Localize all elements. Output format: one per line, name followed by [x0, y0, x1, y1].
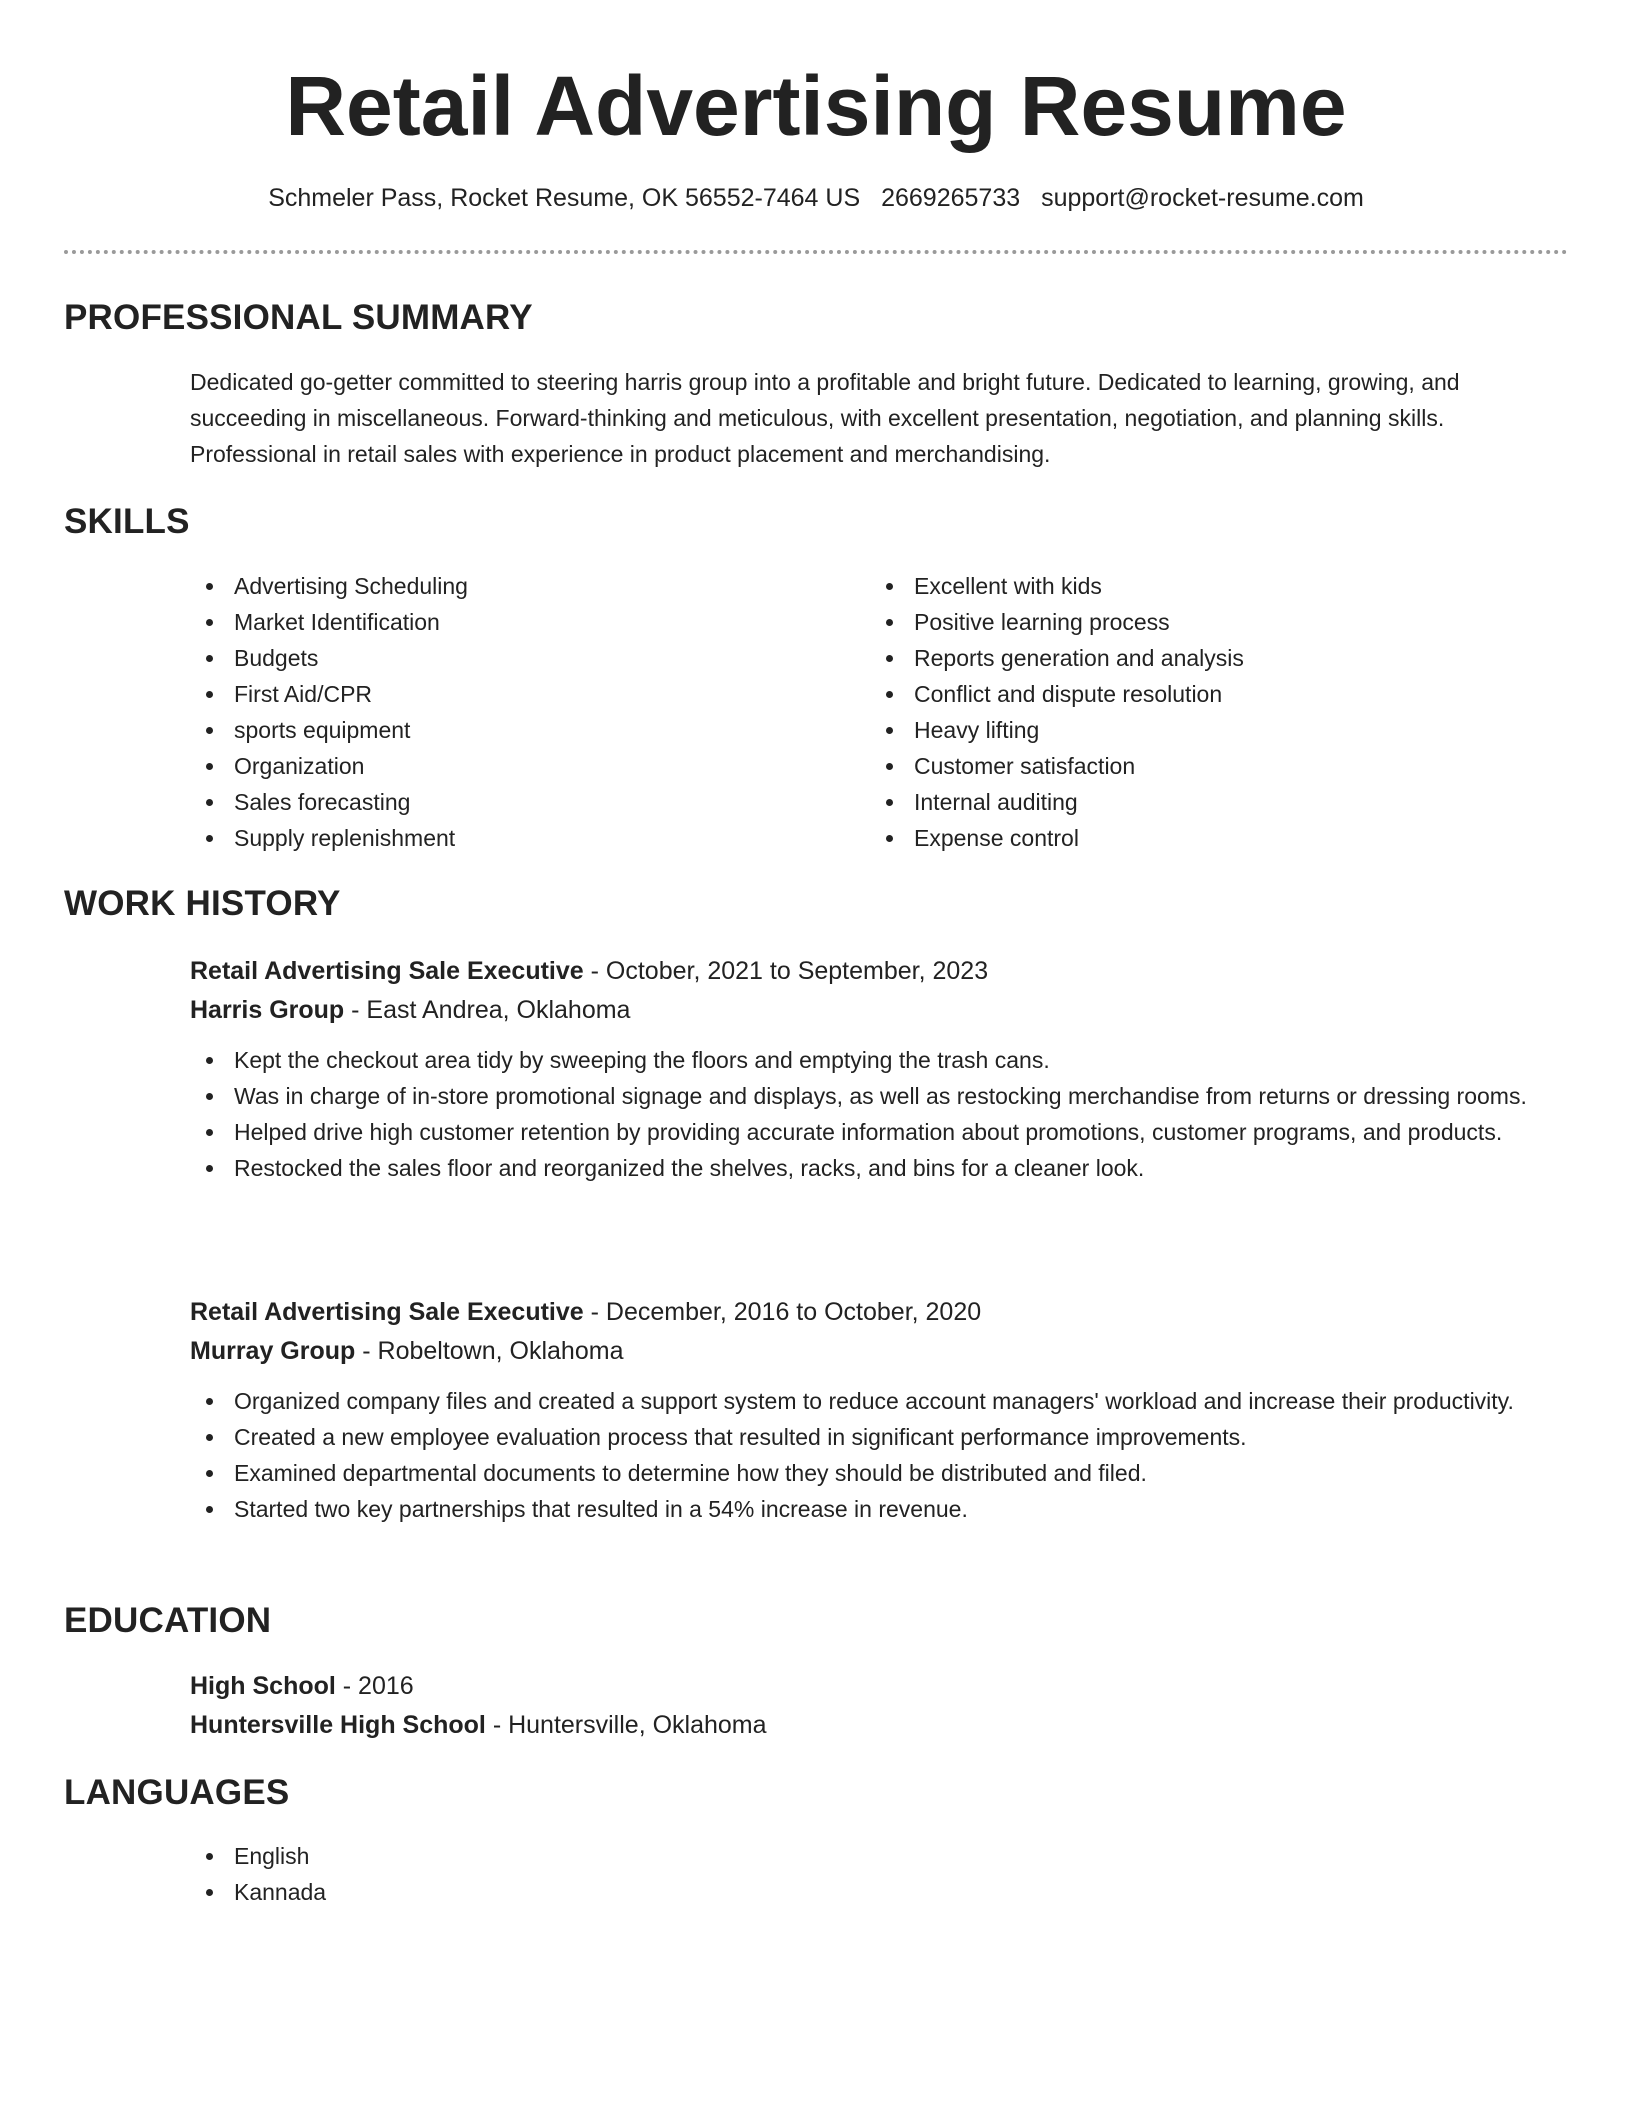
contact-email: support@rocket-resume.com [1041, 184, 1364, 212]
job-company-line [190, 1332, 1570, 1371]
job-dates: - December, 2016 to October, 2020 [583, 1298, 982, 1326]
education-degree-line [190, 1667, 1570, 1706]
skill-item: Excellent with kids [870, 568, 1530, 604]
job-bullet: Started two key partnerships that resulted in a 54% increase in revenue. [190, 1491, 1570, 1527]
language-item: Kannada [190, 1874, 850, 1910]
skill-item: Organization [190, 748, 850, 784]
language-item: English [190, 1838, 850, 1874]
skill-item: Reports generation and analysis [870, 640, 1530, 676]
education-entry [190, 1667, 1570, 1745]
job-title: Retail Advertising Sale Executive [190, 957, 584, 985]
job-bullet: Restocked the sales floor and reorganized the shelves, racks, and bins for a cleaner look. [190, 1150, 1570, 1186]
languages-list [190, 1838, 850, 1910]
job-entry [190, 952, 1570, 1186]
skill-item: First Aid/CPR [190, 676, 850, 712]
skills-left-column [190, 568, 850, 856]
skill-item: Customer satisfaction [870, 748, 1530, 784]
job-bullets [190, 1042, 1570, 1186]
summary-text: Dedicated go-getter committed to steering harris group into a profitable and bright future. Dedicated to learning, growing, and succeeding in miscellaneous. Forward-thinking and meticulous, with excellent presentation, negotiation, and planning skills. Professional in retail sales with experience in product placement and merchandising. [190, 369, 1460, 467]
education-location: - Huntersville, Oklahoma [485, 1711, 767, 1739]
job-company: Murray Group [190, 1337, 356, 1365]
skill-item: Budgets [190, 640, 850, 676]
job-bullet: Helped drive high customer retention by providing accurate information about promotions, customer programs, and products. [190, 1114, 1570, 1150]
education-year: - 2016 [335, 1672, 414, 1700]
languages-column [190, 1838, 850, 1910]
job-location: - East Andrea, Oklahoma [344, 996, 631, 1024]
header-divider [64, 250, 1568, 254]
job-title-line [190, 952, 1570, 991]
skill-item: sports equipment [190, 712, 850, 748]
skill-item: Expense control [870, 820, 1530, 856]
job-bullet: Organized company files and created a support system to reduce account managers' workload and increase their productivity. [190, 1383, 1570, 1419]
education-heading: EDUCATION [64, 1601, 272, 1640]
education-school-line [190, 1706, 1570, 1745]
job-bullet: Kept the checkout area tidy by sweeping the floors and emptying the trash cans. [190, 1042, 1570, 1078]
skills-right-column [870, 568, 1530, 856]
skill-item: Supply replenishment [190, 820, 850, 856]
education-degree: High School [190, 1672, 336, 1700]
contact-phone: 2669265733 [881, 184, 1021, 212]
job-bullet: Created a new employee evaluation process that resulted in significant performance improvements. [190, 1419, 1570, 1455]
education-school: Huntersville High School [190, 1711, 486, 1739]
job-location: - Robeltown, Oklahoma [355, 1337, 624, 1365]
job-bullets [190, 1383, 1570, 1527]
summary-heading: PROFESSIONAL SUMMARY [64, 298, 533, 337]
skills-heading: SKILLS [64, 502, 190, 541]
skill-item: Conflict and dispute resolution [870, 676, 1530, 712]
skill-item: Heavy lifting [870, 712, 1530, 748]
contact-address: Schmeler Pass, Rocket Resume, OK 56552-7464 US [268, 184, 861, 212]
job-company-line [190, 991, 1570, 1030]
job-bullet: Examined departmental documents to determine how they should be distributed and filed. [190, 1455, 1570, 1491]
job-title: Retail Advertising Sale Executive [190, 1298, 584, 1326]
languages-heading: LANGUAGES [64, 1773, 290, 1812]
job-dates: - October, 2021 to September, 2023 [583, 957, 989, 985]
skill-item: Market Identification [190, 604, 850, 640]
work-heading: WORK HISTORY [64, 884, 341, 923]
job-entry [190, 1293, 1570, 1527]
resume-title: Retail Advertising Resume [285, 59, 1347, 153]
skills-left-list [190, 568, 850, 856]
job-bullet: Was in charge of in-store promotional signage and displays, as well as restocking merchandise from returns or dressing rooms. [190, 1078, 1570, 1114]
skill-item: Advertising Scheduling [190, 568, 850, 604]
job-company: Harris Group [190, 996, 345, 1024]
contact-line [0, 178, 1632, 218]
skill-item: Positive learning process [870, 604, 1530, 640]
job-title-line [190, 1293, 1570, 1332]
skill-item: Sales forecasting [190, 784, 850, 820]
skills-right-list [870, 568, 1530, 856]
skill-item: Internal auditing [870, 784, 1530, 820]
